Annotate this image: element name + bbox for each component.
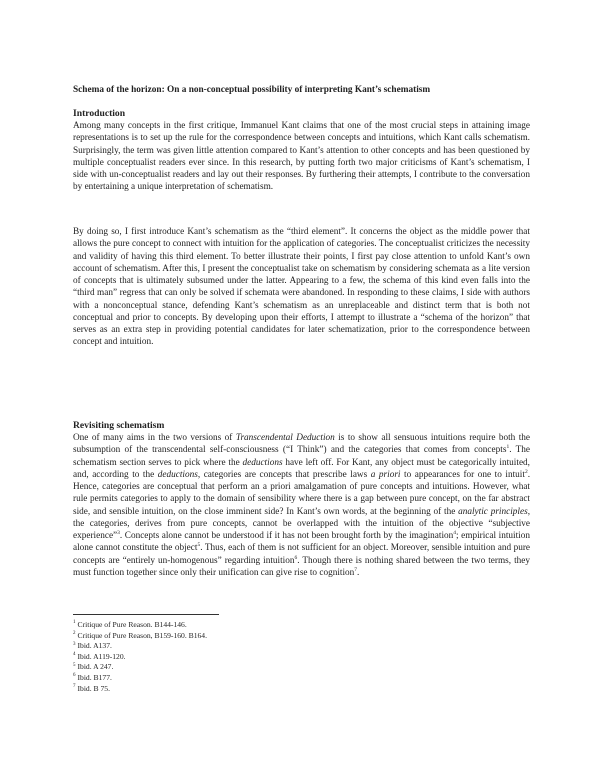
footnote-separator [73, 614, 219, 615]
text-run: is to show all sensuous intuitions require both the subsumption of the transcendental self-consciousness (“I Think”) and the categories that comes from concepts [73, 433, 531, 456]
text-run: have left off. For Kant, any object must be categorically intuited, and, according to the [73, 457, 530, 480]
text-run: ; empirical intuition alone cannot constitute the object [73, 531, 530, 554]
text-run: One of many aims in the two versions of [73, 433, 236, 443]
italic-term: a priori [370, 469, 401, 480]
footnote-number: 2 [73, 631, 76, 637]
footnote-text: Critique of Pure Reason, B159-160. B164. [77, 630, 208, 640]
footnote-5 [73, 662, 373, 673]
footnote-ref-1[interactable]: 1 [506, 444, 510, 451]
text-run: . Though there is nothing shared between the two terms, they must function together since only their unification can give rise to cognition [73, 555, 531, 578]
footnote-number: 3 [73, 641, 76, 647]
footnote-6 [73, 673, 373, 684]
italic-term: Transcendental Deduction [235, 433, 335, 443]
footnote-ref-4[interactable]: 4 [453, 529, 457, 536]
intro-paragraph-2: By doing so, I first introduce Kant’s schematism as the “third element”. It concerns the object as the middle power that allows the pure concept to connect with intuition for the application of categories. The conceptualist criticizes the necessity and validity of having this third element. To better illustrate their points, I first pay close attention to unfold Kant’s own account of schematism. After this, I present the conceptualist take on schematism by considering schemata as a lite version of concepts that is ultimately subsumed under the latter. Appearing to a few, the schema of this kind even falls into the “third man” regress that can only be solved if schemata were abandoned. In responding to these claims, I side with authors with a nonconceptual stance, defending Kant’s schematism as an unreplaceable and distinct term that is both not conceptual and prior to concepts. By developing upon their efforts, I attempt to illustrate a “schema of the horizon” that serves as an extra step in providing potential candidates for later schematization, prior to the correspondence between concept and intuition. [73, 227, 530, 348]
footnote-text: Ibid. A119-120. [77, 651, 126, 661]
footnote-number: 5 [73, 662, 76, 668]
footnote-ref-6[interactable]: 6 [294, 554, 298, 561]
footnote-number: 1 [73, 620, 76, 626]
footnote-number: 4 [73, 652, 76, 658]
intro-paragraph-1: Among many concepts in the first critique, Immanuel Kant claims that one of the most crucial steps in attaining image representations is to set up the rule for the correspondence between concepts and intuitions, which Kant calls schematism. Surprisingly, the term was given little attention compared to Kant’s attention to other concepts and has been questioned by multiple conceptualist readers ever since. In this research, by putting forth two major criticisms of Kant’s schematism, I side with un-conceptualist readers and lay out their responses. By furthering their attempts, I contribute to the conversation by entertaining a unique interpretation of schematism. [73, 121, 530, 193]
footnote-ref-5[interactable]: 5 [197, 542, 201, 549]
italic-term: deductions [157, 469, 198, 480]
footnotes [73, 620, 373, 694]
footnote-text: Critique of Pure Reason. B144-146. [77, 620, 187, 629]
revisiting-paragraph [73, 432, 530, 579]
text-run: . The schematism section serves to pick where the [73, 445, 530, 468]
footnote-number: 6 [73, 673, 76, 679]
text-run: . [357, 567, 360, 578]
section-heading-introduction: Introduction [73, 108, 126, 119]
text-run: to appearances for one to intuit [400, 469, 525, 480]
text-run: . Concepts alone cannot be understood if it has not been brought forth by the imagination [119, 531, 454, 541]
footnote-ref-2[interactable]: 2 [524, 468, 528, 475]
text-run: , the categories, derives from pure concepts, cannot be overlapped with the intuition of the objective “subjective experience” [73, 506, 530, 541]
footnote-text: Ibid. A137. [77, 641, 112, 651]
footnote-2 [73, 631, 373, 642]
footnote-text: Ibid. B177. [77, 672, 112, 682]
text-run: . Hence, categories are conceptual that perform an a priori amalgamation of pure concepts and intuitions. However, what rule permits categories to apply to the domain of sensibility where there is a gap between pure concept, on the far abstract side, and sensible intuition, on the close imminent side? In Kant’s own words, at the beginning of the [73, 469, 530, 517]
footnote-7 [73, 684, 373, 695]
text-run: , categories are concepts that prescribe laws [197, 469, 371, 480]
footnote-text: Ibid. B 75. [77, 683, 110, 693]
footnote-1 [73, 620, 373, 631]
italic-term: analytic principles [458, 506, 528, 517]
section-heading-revisiting-schematism: Revisiting schematism [73, 420, 165, 431]
footnote-ref-7[interactable]: 7 [354, 566, 358, 573]
paper-title: Schema of the horizon: On a non-conceptual possibility of interpreting Kant’s schematism [73, 85, 431, 95]
footnote-text: Ibid. A 247. [77, 662, 114, 672]
italic-term: deductions [242, 457, 283, 468]
footnote-3 [73, 641, 373, 652]
footnote-4 [73, 652, 373, 663]
text-run: . Thus, each of them is not sufficient for an object. Moreover, sensible intuition and pure concepts are “entirely un-homogenous” regarding intuition [73, 543, 531, 566]
footnote-number: 7 [73, 684, 76, 690]
footnote-ref-3[interactable]: 3 [117, 529, 120, 536]
